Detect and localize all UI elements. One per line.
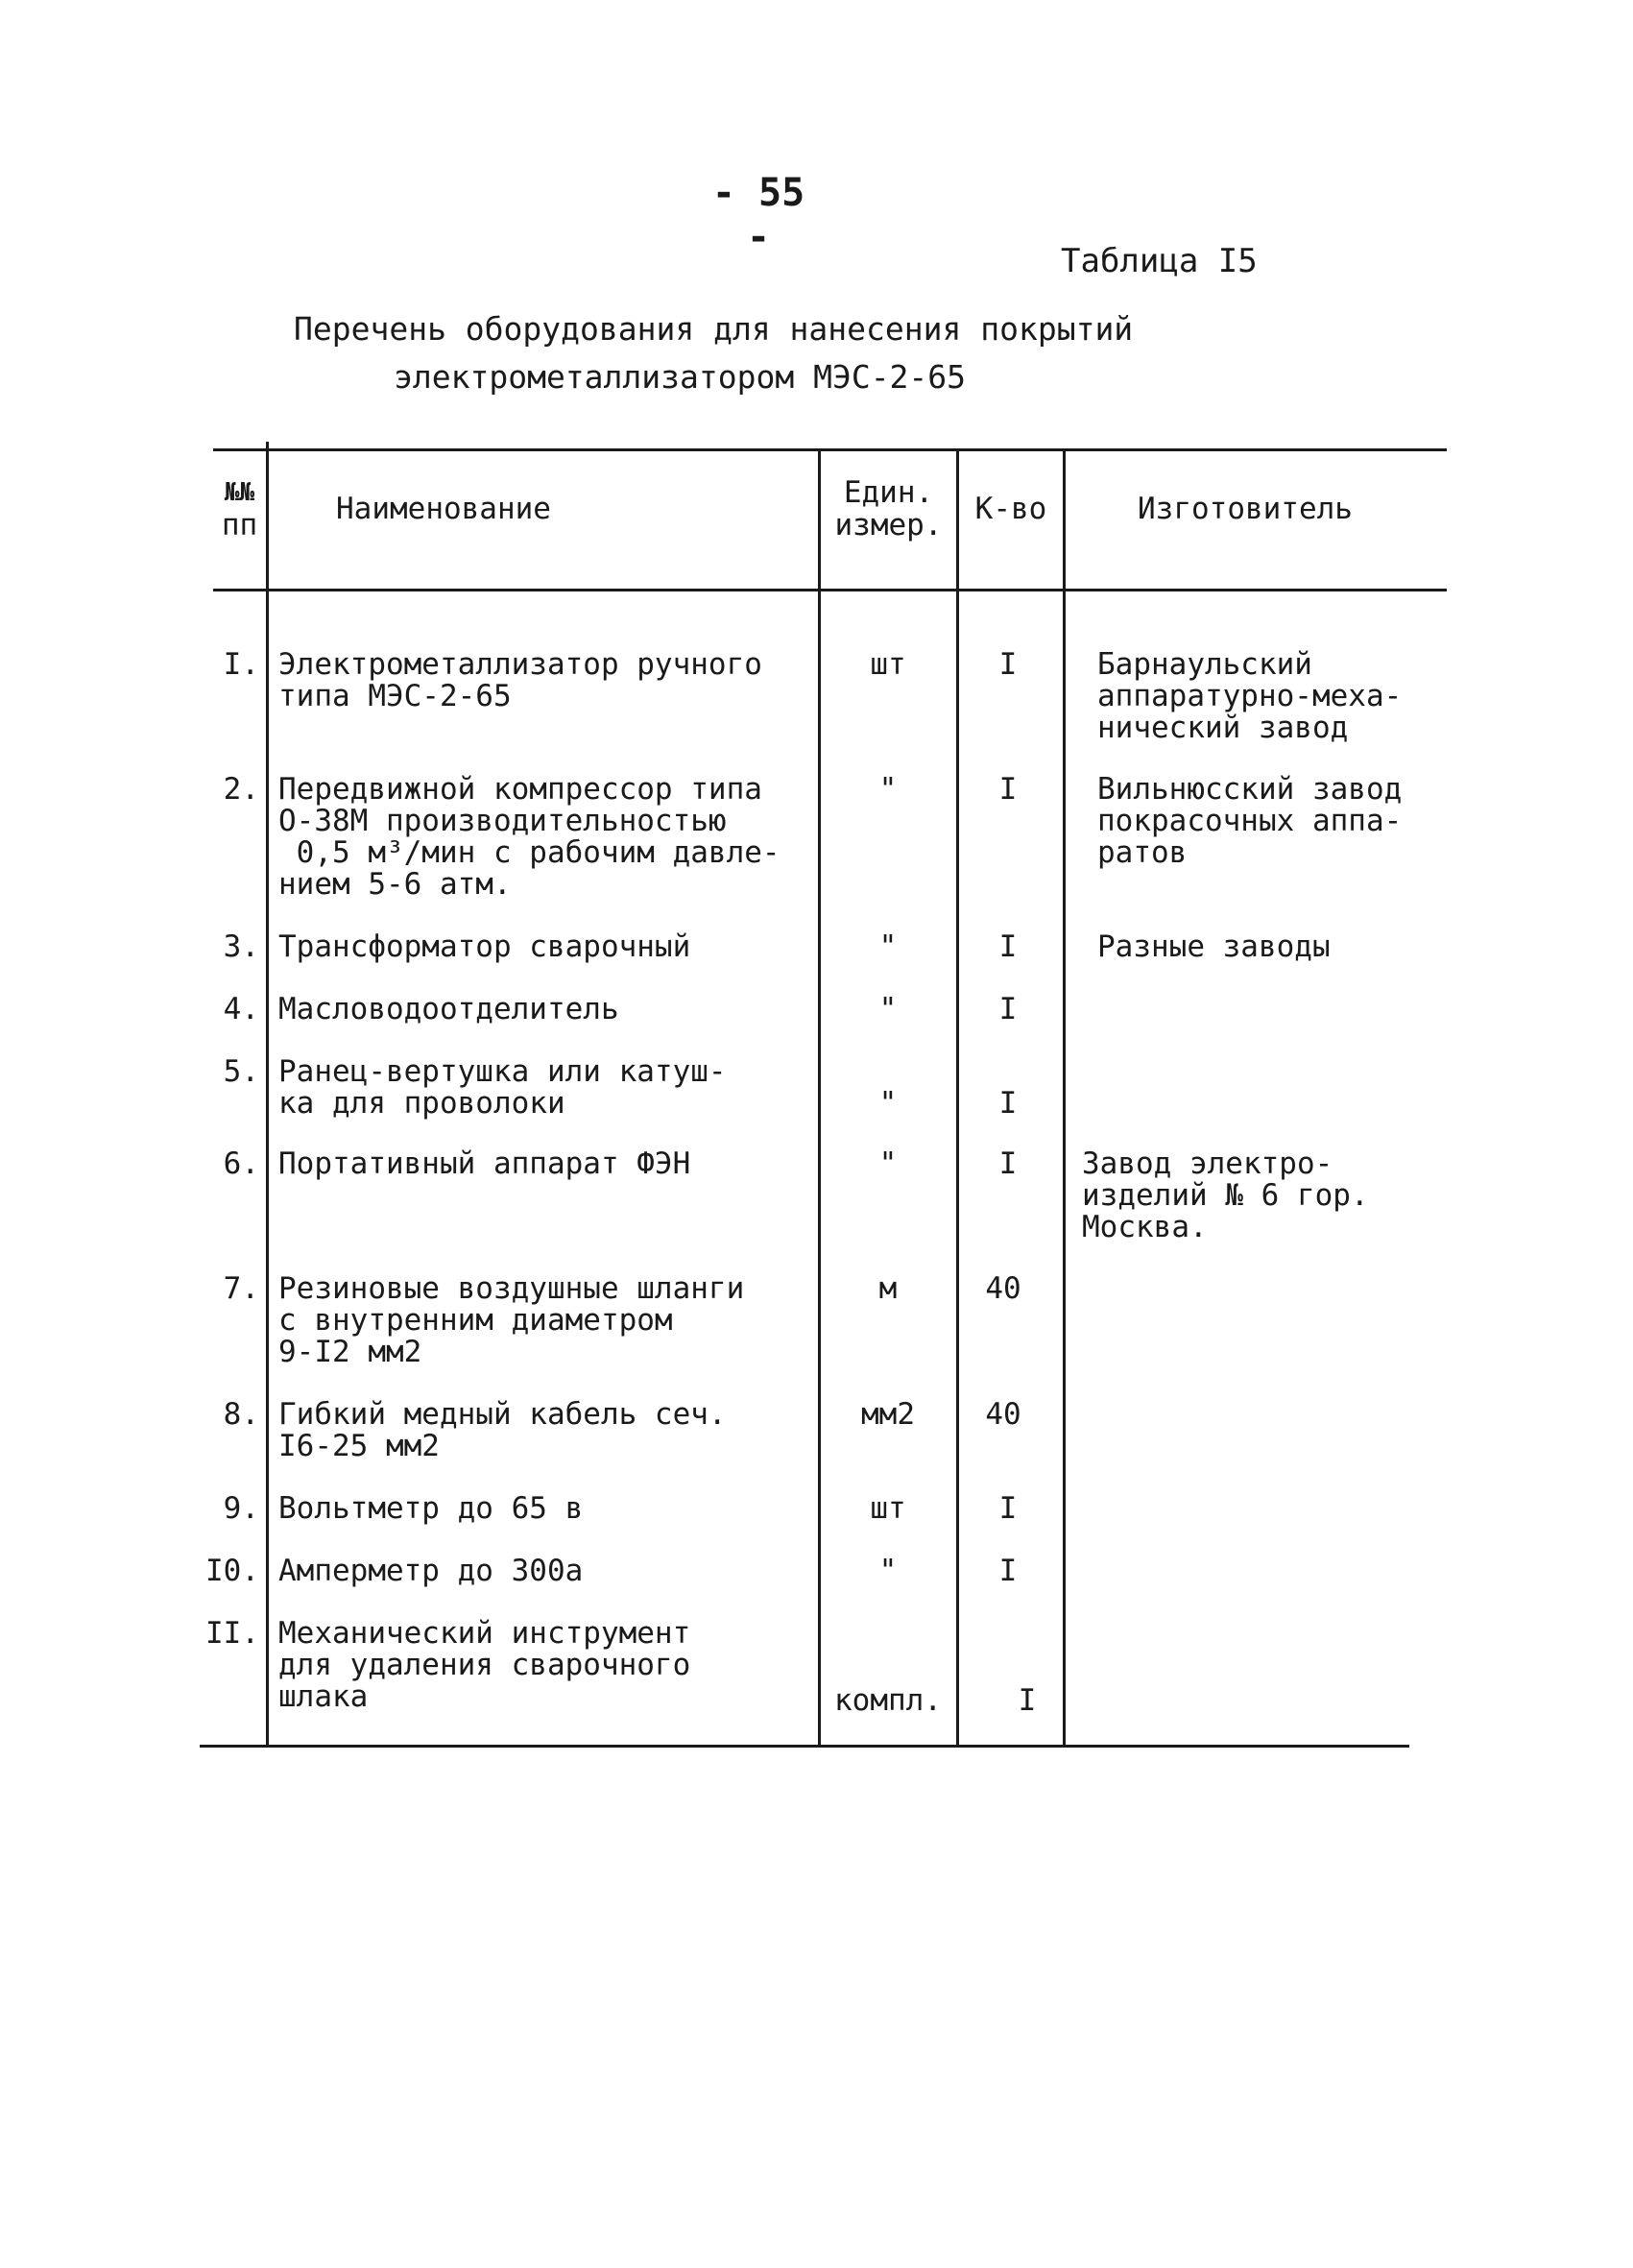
row-name-line: для удаления сварочного (278, 1648, 691, 1682)
row-num: 6. (223, 1146, 259, 1181)
row-unit: компл. (834, 1683, 942, 1718)
row-name-line: Гибкий медный кабель сеч. (278, 1397, 727, 1432)
row-name-line: О-38М производительностью (278, 804, 727, 838)
row-name-line: нием 5-6 атм. (278, 867, 512, 902)
header-maker: Изготовитель (1138, 492, 1353, 526)
row-unit: " (878, 1146, 898, 1181)
row-name-line: Электрометаллизатор ручного (278, 647, 762, 682)
row-qty: I (998, 1146, 1018, 1181)
row-name-line: типа МЭС-2-65 (278, 679, 512, 713)
row-maker-line: Завод электро- (1082, 1146, 1333, 1181)
row-maker-line: покрасочных аппа- (1097, 804, 1403, 838)
row-name-line: 0,5 м³/мин с рабочим давле- (278, 835, 780, 870)
header-unit: Един. измер. (834, 475, 943, 543)
header-num: №№ пп (221, 478, 258, 543)
row-unit: мм2 (861, 1397, 915, 1432)
title-line-1: Перечень оборудования для нанесения покрытий (294, 310, 1134, 348)
row-num: 7. (223, 1271, 259, 1306)
row-num: 2. (223, 772, 259, 807)
row-qty: I (998, 647, 1018, 682)
row-unit: шт (870, 1491, 906, 1526)
row-maker-line: Москва. (1082, 1210, 1208, 1244)
row-maker-line: Вильнюсский завод (1097, 772, 1403, 807)
row-name-line: Механический инструмент (278, 1616, 691, 1651)
table-title (294, 305, 1133, 401)
table-bottom-rule (200, 1745, 1409, 1748)
row-name-line: шлака (278, 1679, 369, 1714)
row-unit: шт (870, 647, 906, 682)
header-name: Наименование (336, 492, 551, 526)
header-bottom-rule (213, 589, 1447, 591)
col-divider-1 (266, 442, 269, 1748)
row-name-line: ка для проволоки (278, 1086, 565, 1121)
row-unit: м (878, 1271, 898, 1306)
row-num: 9. (223, 1491, 259, 1526)
row-num: 3. (223, 929, 259, 964)
row-name-line: Ранец-вертушка или катуш- (278, 1054, 727, 1089)
row-unit: " (878, 1086, 898, 1121)
row-name-line: 9-I2 мм2 (278, 1335, 422, 1369)
row-qty: I (998, 772, 1018, 807)
row-num: 5. (223, 1054, 259, 1089)
row-qty: 40 (985, 1397, 1021, 1432)
row-name-line: Вольтметр до 65 в (278, 1491, 584, 1526)
row-qty: I (998, 929, 1018, 964)
row-qty: I (998, 1554, 1018, 1588)
row-name-line: Резиновые воздушные шланги (278, 1271, 745, 1306)
row-maker-line: Разные заводы (1097, 929, 1331, 964)
row-qty: I (998, 1086, 1018, 1121)
row-unit: " (878, 992, 898, 1026)
row-name-line: с внутренним диаметром (278, 1303, 673, 1338)
row-num: II. (205, 1616, 259, 1651)
table-top-rule (213, 448, 1447, 451)
row-qty: I (1018, 1683, 1037, 1718)
row-num: I. (223, 647, 259, 682)
row-maker-line: аппаратурно-меха- (1097, 679, 1403, 713)
row-unit: " (878, 772, 898, 807)
row-maker-line: изделий № 6 гор. (1082, 1178, 1369, 1213)
title-line-2: электрометаллизатором МЭС-2-65 (394, 358, 967, 396)
row-num: I0. (205, 1554, 259, 1588)
row-num: 4. (223, 992, 259, 1026)
table-label: Таблица I5 (1061, 242, 1258, 280)
page-number: - 55 - (711, 171, 805, 259)
row-maker-line: нический завод (1097, 711, 1349, 745)
row-qty: I (998, 992, 1018, 1026)
row-num: 8. (223, 1397, 259, 1432)
row-name-line: Передвижной компрессор типа (278, 772, 762, 807)
row-unit: " (878, 1554, 898, 1588)
row-qty: 40 (985, 1271, 1021, 1306)
row-maker-line: Барнаульский (1097, 647, 1312, 682)
row-name-line: Амперметр до 300а (278, 1554, 584, 1588)
col-divider-4 (1063, 448, 1066, 1748)
row-name-line: Масловодоотделитель (278, 992, 619, 1026)
row-name-line: Портативный аппарат ФЭН (278, 1146, 691, 1181)
row-qty: I (998, 1491, 1018, 1526)
row-maker-line: ратов (1097, 835, 1188, 870)
header-qty: К-во (974, 492, 1047, 526)
row-name-line: I6-25 мм2 (278, 1429, 440, 1463)
row-unit: " (878, 929, 898, 964)
row-name-line: Трансформатор сварочный (278, 929, 691, 964)
